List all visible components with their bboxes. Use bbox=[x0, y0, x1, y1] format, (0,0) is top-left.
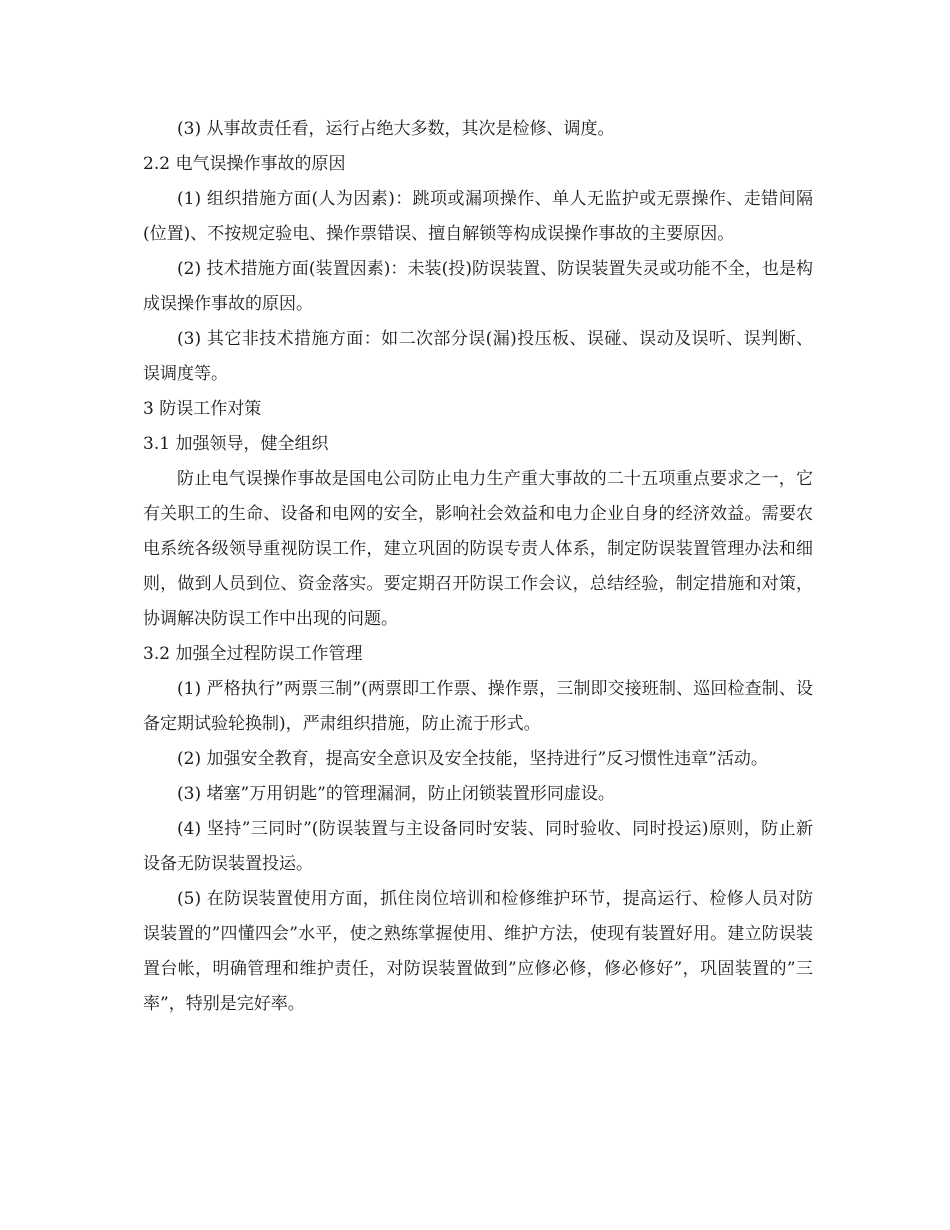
paragraph-non-technical-measures: (3) 其它非技术措施方面：如二次部分误(漏)投压板、误碰、误动及误听、误判断、误调度等。 bbox=[143, 329, 813, 384]
document-body bbox=[143, 112, 813, 1022]
paragraph-organizational-measures: (1) 组织措施方面(人为因素)：跳项或漏项操作、单人无监护或无票操作、走错间隔(位置)、不按规定验电、操作票错误、擅自解锁等构成误操作事故的主要原因。 bbox=[143, 189, 813, 244]
paragraph-device-usage: (5) 在防误装置使用方面，抓住岗位培训和检修维护环节，提高运行、检修人员对防误装置的”四懂四会”水平，使之熟练掌握使用、维护方法，使现有装置好用。建立防误装置台帐，明确管理和维护责任，对防误装置做到”应修必修，修必修好”，巩固装置的”三率”，特别是完好率。 bbox=[143, 889, 813, 1014]
paragraph-safety-education: (2) 加强安全教育，提高安全意识及安全技能，坚持进行”反习惯性违章”活动。 bbox=[177, 749, 768, 769]
section-heading-3: 3 防误工作对策 bbox=[143, 399, 262, 419]
paragraph-master-key: (3) 堵塞”万用钥匙”的管理漏洞，防止闭锁装置形同虚设。 bbox=[177, 784, 615, 804]
paragraph-technical-measures: (2) 技术措施方面(装置因素)：未装(投)防误装置、防误装置失灵或功能不全，也是构成误操作事故的原因。 bbox=[143, 259, 813, 314]
section-heading-3-2: 3.2 加强全过程防误工作管理 bbox=[143, 644, 363, 664]
paragraph-three-simultaneous: (4) 坚持”三同时”(防误装置与主设备同时安装、同时验收、同时投运)原则，防止新设备无防误装置投运。 bbox=[143, 819, 813, 874]
section-heading-2-2: 2.2 电气误操作事故的原因 bbox=[143, 154, 346, 174]
paragraph-two-tickets-three-systems: (1) 严格执行”两票三制”(两票即工作票、操作票，三制即交接班制、巡回检查制、设备定期试验轮换制)，严肃组织措施，防止流于形式。 bbox=[143, 679, 813, 734]
section-heading-3-1: 3.1 加强领导，健全组织 bbox=[143, 434, 329, 454]
paragraph-leadership: 防止电气误操作事故是国电公司防止电力生产重大事故的二十五项重点要求之一，它有关职工的生命、设备和电网的安全，影响社会效益和电力企业自身的经济效益。需要农电系统各级领导重视防误工作，建立巩固的防误专责人体系，制定防误装置管理办法和细则，做到人员到位、资金落实。要定期召开防误工作会议，总结经验，制定措施和对策，协调解决防误工作中出现的问题。 bbox=[143, 469, 813, 629]
paragraph-accident-responsibility: (3) 从事故责任看，运行占绝大多数，其次是检修、调度。 bbox=[177, 119, 615, 139]
